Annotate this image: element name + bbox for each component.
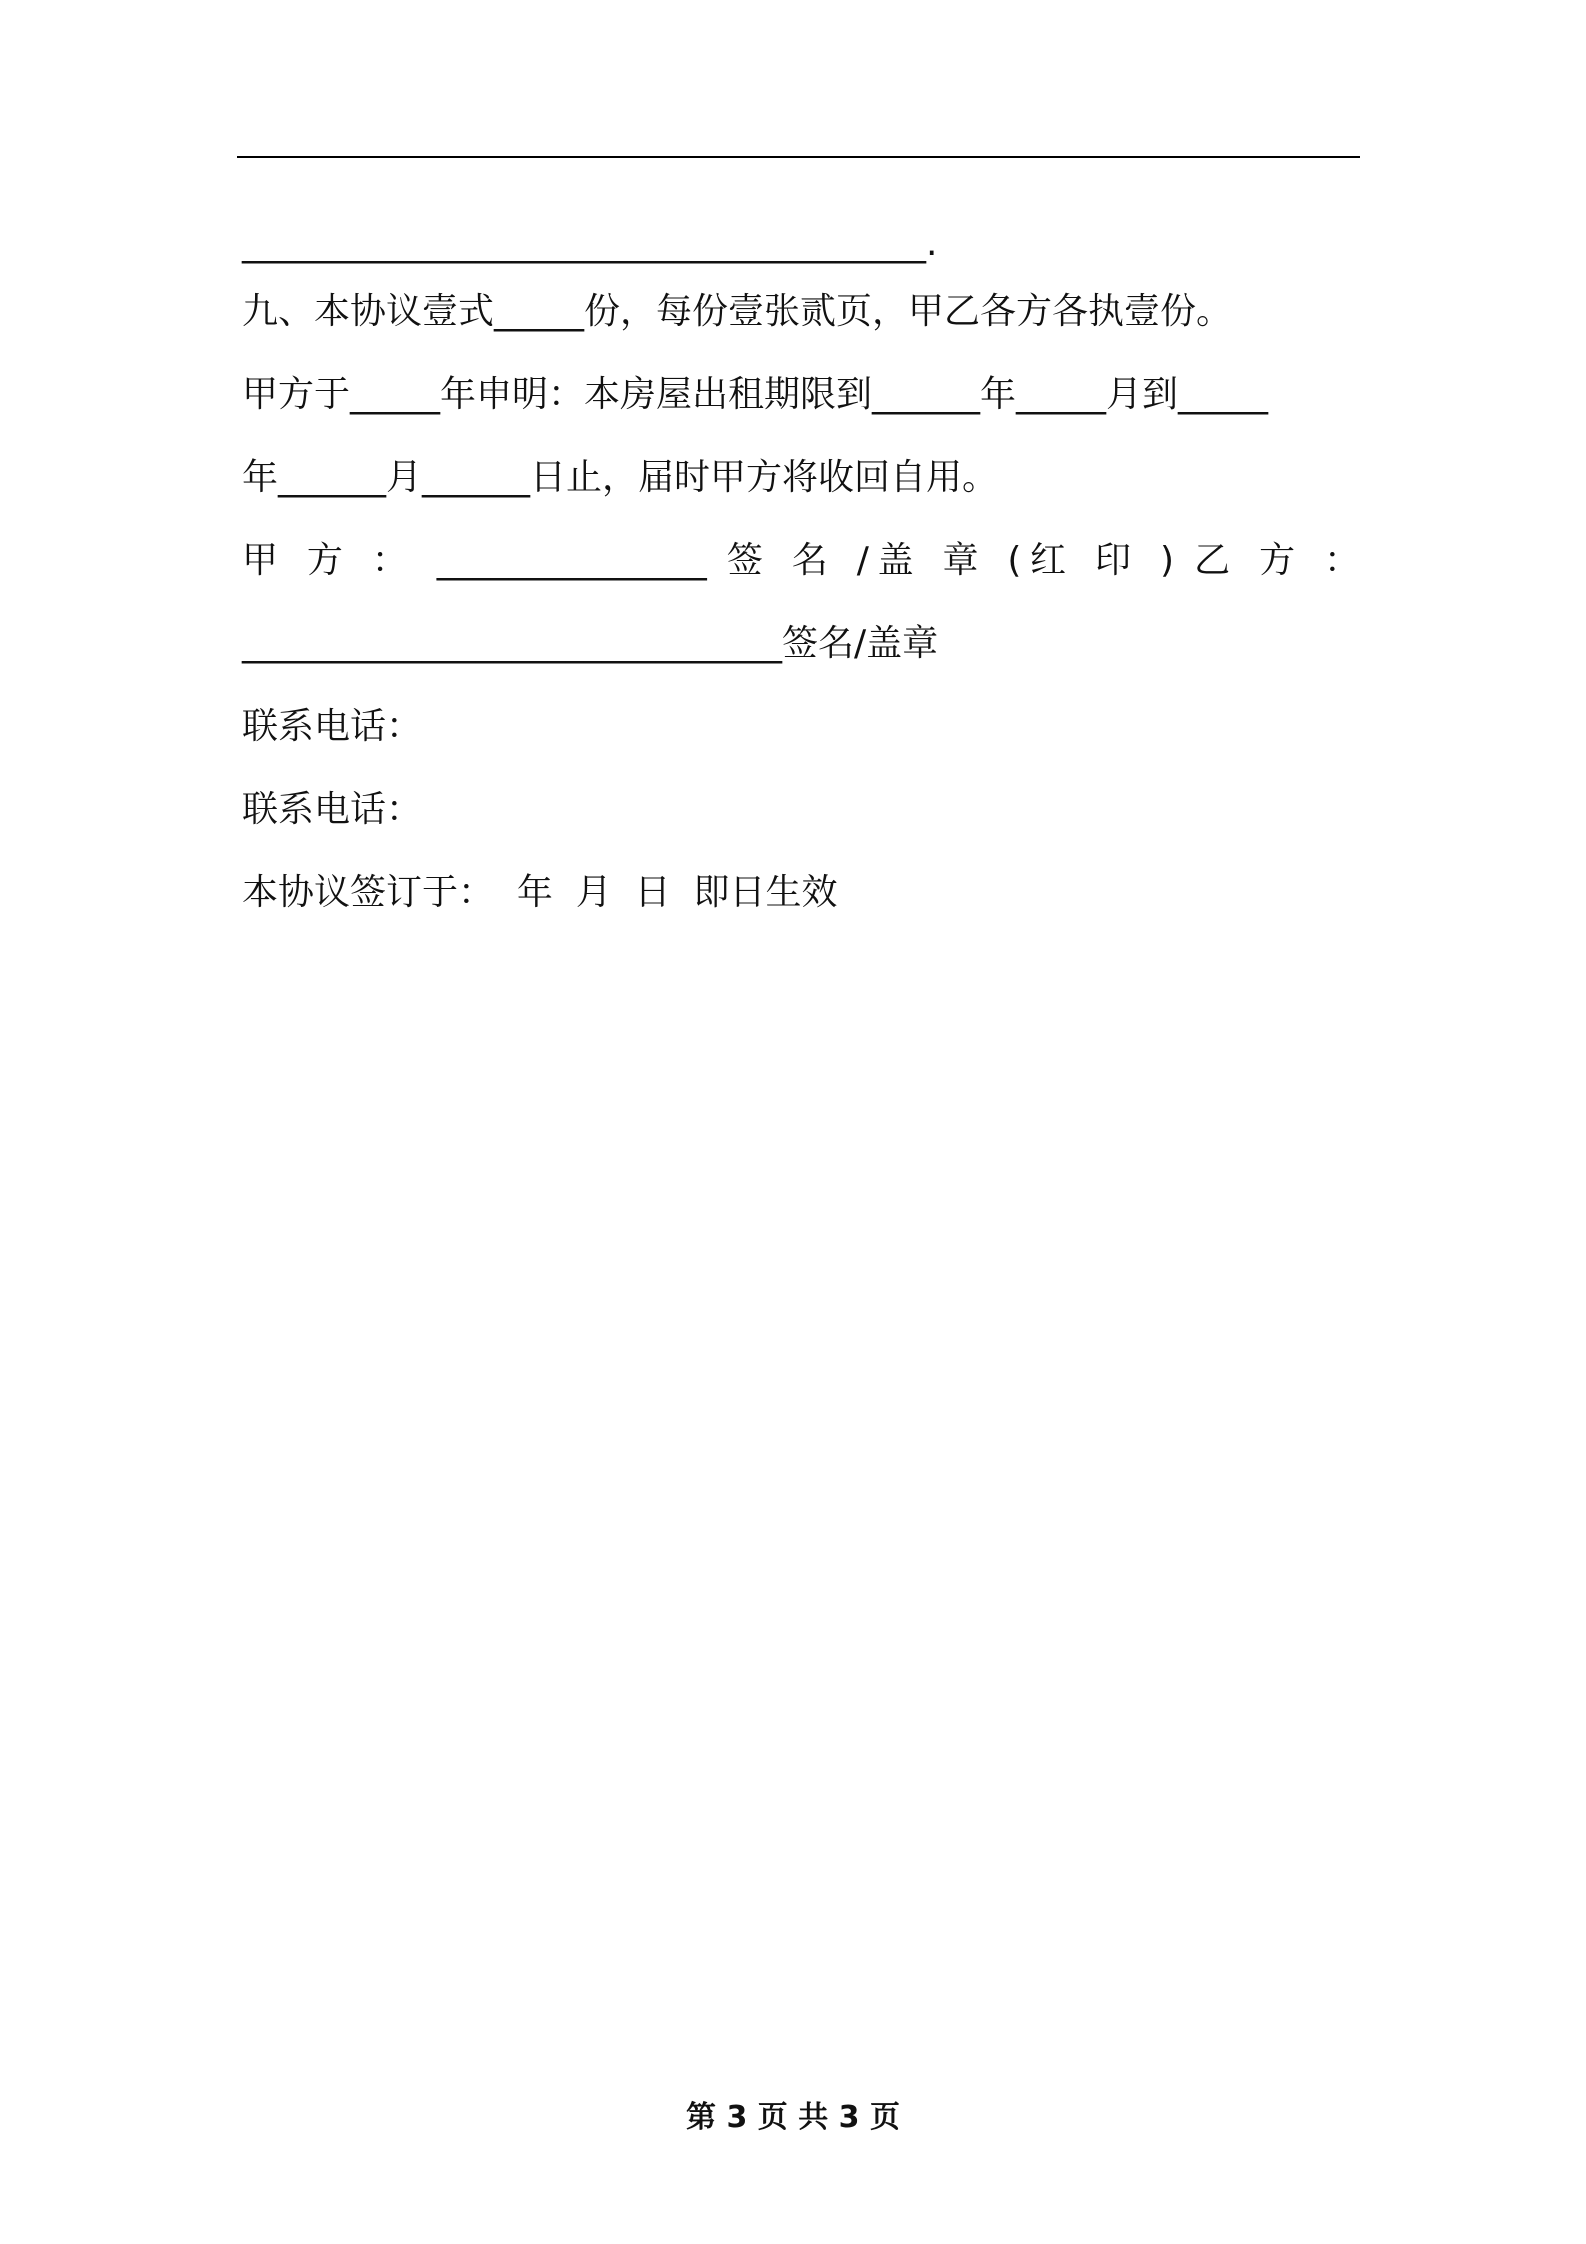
clause-nine-copies: 九、本协议壹式_____份，每份壹张贰页，甲乙各方各执壹份。	[242, 291, 1233, 332]
party-b-phone: 联系电话：	[242, 789, 423, 830]
lease-term-statement: 甲方于_____年申明：本房屋出租期限到______年_____月到_____	[242, 374, 1269, 415]
lease-term-end: 年______月______日止，届时甲方将收回自用。	[242, 457, 999, 498]
signing-date-line: 本协议签订于： 年 月 日 即日生效	[242, 872, 838, 913]
party-b-signature-line: ______________________________签名/盖章	[242, 623, 939, 664]
party-signature-line: 甲 方 ： _______________ 签 名 /盖 章 (红 印 ) 乙 方 ：	[242, 540, 1360, 581]
blank-line-continuation: ______________________________________.	[242, 223, 938, 264]
page-number-footer: 第 3 页 共 3 页	[686, 2100, 900, 2135]
party-a-phone: 联系电话：	[242, 706, 423, 747]
header-rule	[237, 156, 1360, 158]
